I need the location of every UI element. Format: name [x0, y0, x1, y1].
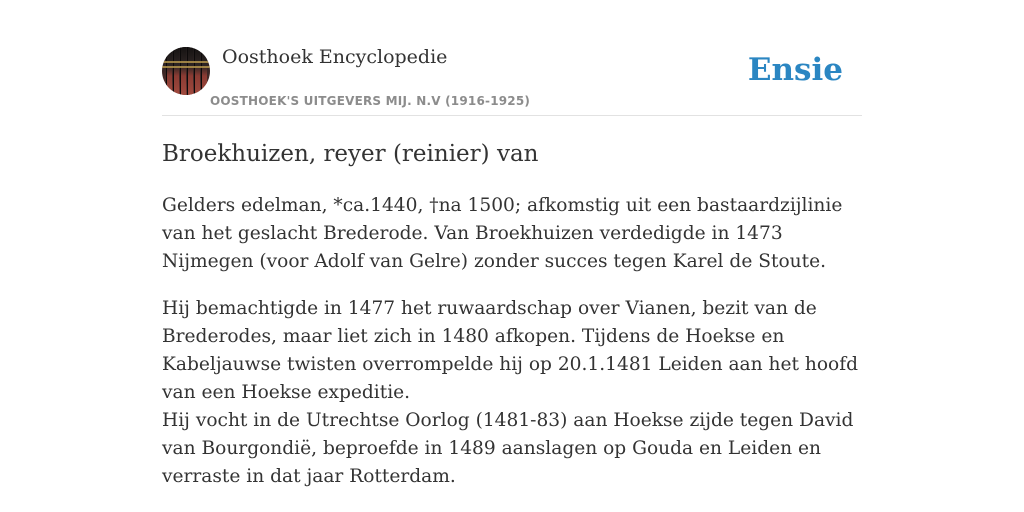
- header-divider: [162, 115, 862, 116]
- publisher-label: OOSTHOEK'S UITGEVERS MIJ. N.V (1916-1925): [210, 94, 531, 108]
- entry-title: Broekhuizen, reyer (reinier) van: [162, 141, 539, 167]
- source-title[interactable]: Oosthoek Encyclopedie: [222, 46, 448, 68]
- ensie-logo[interactable]: Ensie: [747, 52, 843, 88]
- article-paragraph-3: Hij vocht in de Utrechtse Oorlog (1481-83) aan Hoekse zijde tegen David van Bourgondië, beproefde in 1489 aanslagen op Gouda en Leiden en verraste in dat jaar Rotterdam.: [162, 410, 854, 487]
- article-paragraph-1: Gelders edelman, *ca.1440, †na 1500; afkomstig uit een bastaardzijlinie van het geslacht Brederode. Van Broekhuizen verdedigde in 1473 Nijmegen (voor Adolf van Gelre) zonder succes tegen Karel de Stoute.: [162, 195, 843, 272]
- article-paragraph-2: Hij bemachtigde in 1477 het ruwaardschap over Vianen, bezit van de Brederodes, maar liet zich in 1480 afkopen. Tijdens de Hoekse en Kabeljauwse twisten overrompelde hij op 20.1.1481 Leiden aan het hoofd van een Hoekse expeditie.: [162, 298, 859, 403]
- encyclopedia-books-icon: [162, 47, 210, 95]
